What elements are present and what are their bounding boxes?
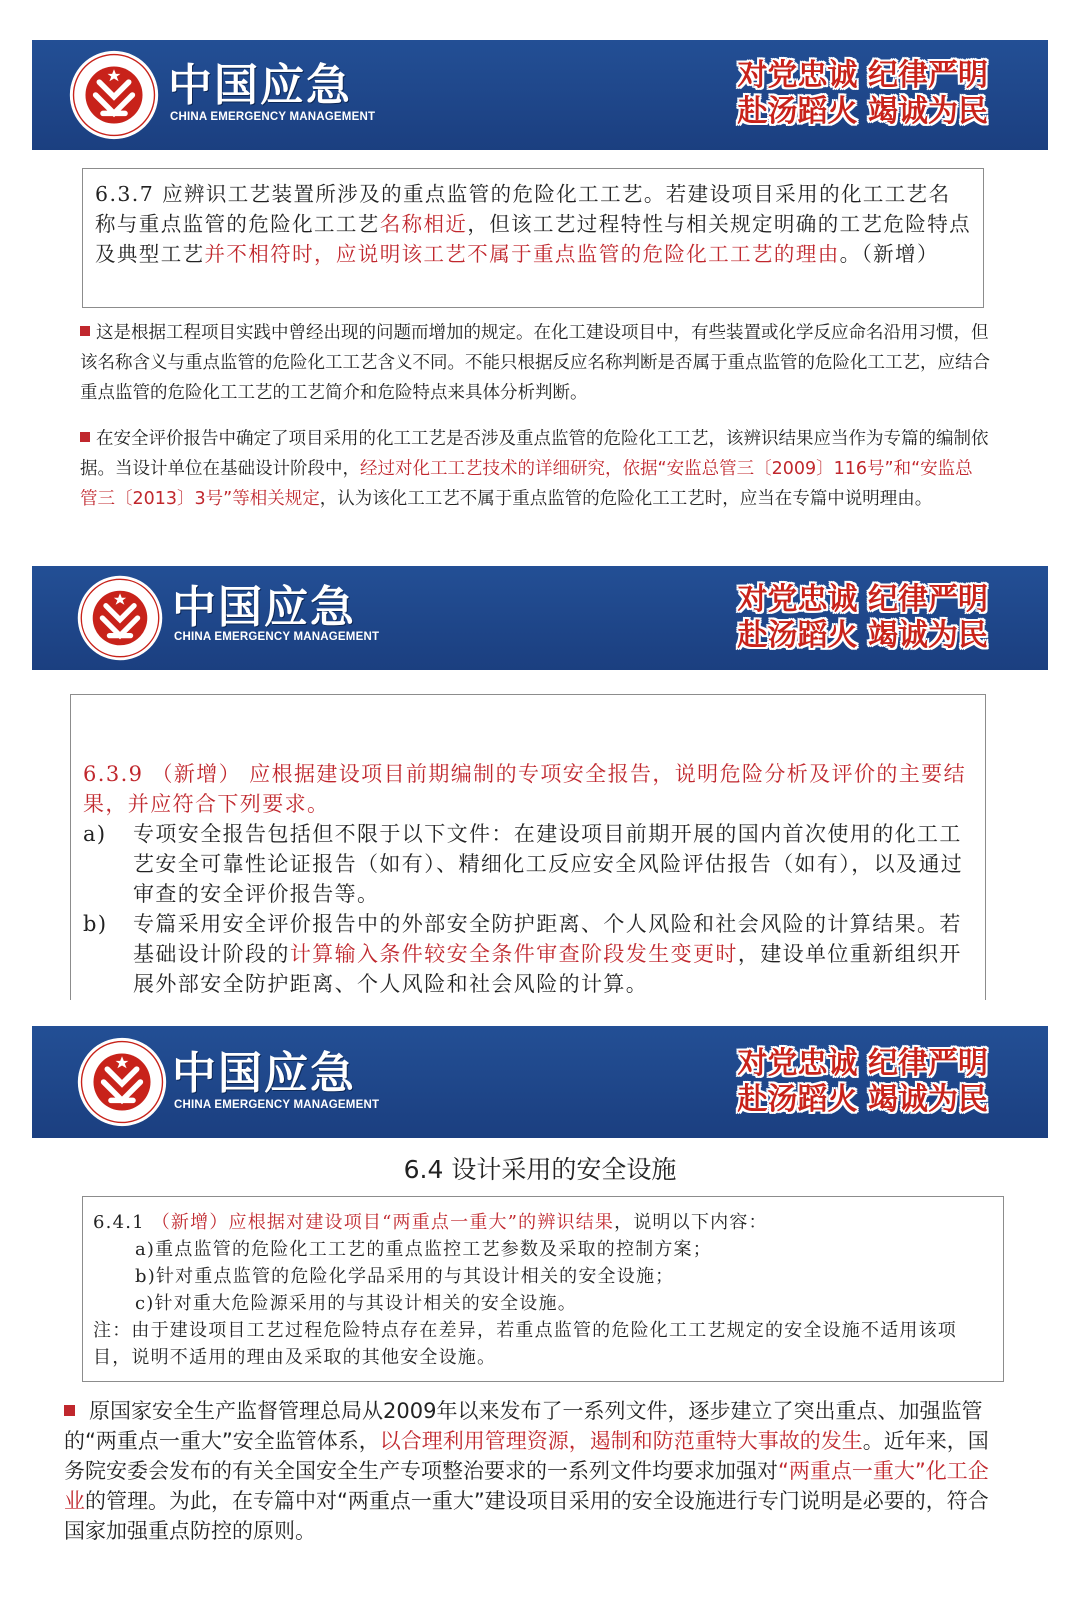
- square-bullet-icon: [64, 1405, 75, 1416]
- rule-text-highlight: 名称相近: [379, 212, 468, 236]
- logo-subtitle: CHINA EMERGENCY MANAGEMENT: [174, 1099, 380, 1111]
- rule-text: 6.3.7 应辨识工艺装置所涉及的重点监管的危险化工工艺。若建设项目采用的化工工艺名称与重点监管的危险化工工艺: [95, 182, 951, 236]
- emblem-icon: [76, 1036, 168, 1128]
- square-bullet-icon: [80, 326, 90, 336]
- explanation-paragraph-3: [64, 1396, 994, 1546]
- banner-header-1: [32, 40, 1048, 150]
- slogan: [738, 1046, 988, 1118]
- slogan-line-1: 对党忠诚 纪律严明: [737, 58, 988, 93]
- slogan: [738, 58, 988, 130]
- slogan-line-2: 赴汤蹈火 竭诚为民: [737, 1082, 988, 1117]
- rule-text: 。（新增）: [839, 242, 939, 266]
- section-title: 6.4 设计采用的安全设施: [403, 1155, 677, 1184]
- slogan-line-1: 对党忠诚 纪律严明: [737, 582, 988, 617]
- paragraph-highlight: “两重点一重大”化工企业: [64, 1459, 989, 1513]
- item-text: 专项安全报告包括但不限于以下文件：在建设项目前期开展的国内首次使用的化工工艺安全可靠性论证报告（如有）、精细化工反应安全风险评估报告（如有），以及通过审查的安全评价报告等。: [133, 822, 964, 906]
- item-text: 专篇采用安全评价报告中的外部安全防护距离、个人风险和社会风险的计算结果。若基础设计阶段的: [133, 912, 962, 966]
- rule-text: ，但该工艺过程特性与相关规定明确的工艺危险特点及典型工艺: [95, 212, 972, 266]
- rule-heading-highlight: （新增）应根据对建设项目“两重点一重大”的辨识结果: [151, 1212, 615, 1233]
- slogan-line-1: 对党忠诚 纪律严明: [737, 1046, 988, 1081]
- item-marker: b): [83, 912, 108, 936]
- paragraph-highlight: 以合理利用管理资源，遏制和防范重特大事故的发生: [379, 1429, 863, 1453]
- banner-header-2: [32, 566, 1048, 670]
- rule-box-6-4-1: [82, 1196, 1004, 1382]
- logo-title: 中国应急: [172, 1048, 356, 1099]
- rule-item-b: b)针对重点监管的危险化学品采用的与其设计相关的安全设施；: [135, 1266, 675, 1287]
- paragraph-highlight: 经过对化工工艺技术的详细研究，依据“安监总管三〔2009〕116号”和“安监总管三〔2013〕3号”等相关规定: [80, 459, 973, 509]
- item-text-highlight: 计算输入条件较安全条件审查阶段发生变更时: [289, 942, 738, 966]
- rule-item-a: a)重点监管的危险化工工艺的重点监控工艺参数及采取的控制方案；: [135, 1239, 712, 1260]
- banner-header-3: [32, 1026, 1048, 1138]
- paragraph-text: 。近年来，国务院安委会发布的有关全国安全生产专项整治要求的一系列文件均要求加强对: [64, 1429, 989, 1483]
- rule-heading: [93, 1209, 993, 1236]
- rule-item-c: c)针对重大危险源采用的与其设计相关的安全设施。: [135, 1293, 577, 1314]
- rule-heading: 6.3.9 （新增） 应根据建设项目前期编制的专项安全报告，说明危险分析及评价的主要结果，并应符合下列要求。: [83, 762, 966, 816]
- square-bullet-icon: [80, 432, 90, 442]
- explanation-paragraph-1: [80, 318, 990, 408]
- slogan-line-2: 赴汤蹈火 竭诚为民: [737, 618, 988, 653]
- logo-subtitle: CHINA EMERGENCY MANAGEMENT: [170, 111, 376, 123]
- paragraph-text: ，认为该化工工艺不属于重点监管的危险化工工艺时，应当在专篇中说明理由。: [319, 489, 933, 509]
- item-text: ，建设单位重新组织开展外部安全防护距离、个人风险和社会风险的计算。: [133, 942, 962, 996]
- slogan-line-2: 赴汤蹈火 竭诚为民: [737, 94, 988, 129]
- paragraph-text: 原国家安全生产监督管理总局从2009年以来发布了一系列文件，逐步建立了突出重点、加强监管的“两重点一重大”安全监管体系，: [64, 1399, 983, 1453]
- paragraph-text: 这是根据工程项目实践中曾经出现的问题而增加的规定。在化工建设项目中，有些装置或化学反应命名沿用习惯，但该名称含义与重点监管的危险化工工艺含义不同。不能只根据反应名称判断是否属于重点监管的危险化工工艺，应结合重点监管的危险化工工艺的工艺简介和危险特点来具体分析判断。: [80, 323, 990, 403]
- emblem-icon: [68, 49, 160, 141]
- slogan: [738, 582, 988, 654]
- logo-title: 中国应急: [172, 582, 356, 633]
- rule-item-a: [83, 819, 973, 909]
- rule-heading-text: ，说明以下内容：: [614, 1212, 768, 1233]
- logo-title: 中国应急: [168, 60, 352, 111]
- explanation-paragraph-2: [80, 424, 990, 514]
- paragraph-text: 在安全评价报告中确定了项目采用的化工工艺是否涉及重点监管的危险化工工艺，该辨识结果应当作为专篇的编制依据。当设计单位在基础设计阶段中，: [80, 429, 989, 479]
- rule-note: 注：由于建设项目工艺过程危险特点存在差异，若重点监管的危险化工工艺规定的安全设施不适用该项目，说明不适用的理由及采取的其他安全设施。: [93, 1320, 957, 1368]
- logo-subtitle: CHINA EMERGENCY MANAGEMENT: [174, 631, 380, 643]
- rule-box-6-3-9: [70, 694, 986, 1000]
- rule-number: 6.4.1: [93, 1212, 152, 1233]
- rule-text-highlight: 并不相符时，应说明该工艺不属于重点监管的危险化工工艺的理由: [204, 242, 840, 266]
- rule-box-6-3-7: [82, 168, 984, 308]
- emblem-icon: [76, 574, 164, 662]
- item-marker: a): [83, 822, 107, 846]
- paragraph-text: 的管理。为此，在专篇中对“两重点一重大”建设项目采用的安全设施进行专门说明是必要的，符合国家加强重点防控的原则。: [64, 1489, 989, 1543]
- rule-item-b: [83, 909, 973, 999]
